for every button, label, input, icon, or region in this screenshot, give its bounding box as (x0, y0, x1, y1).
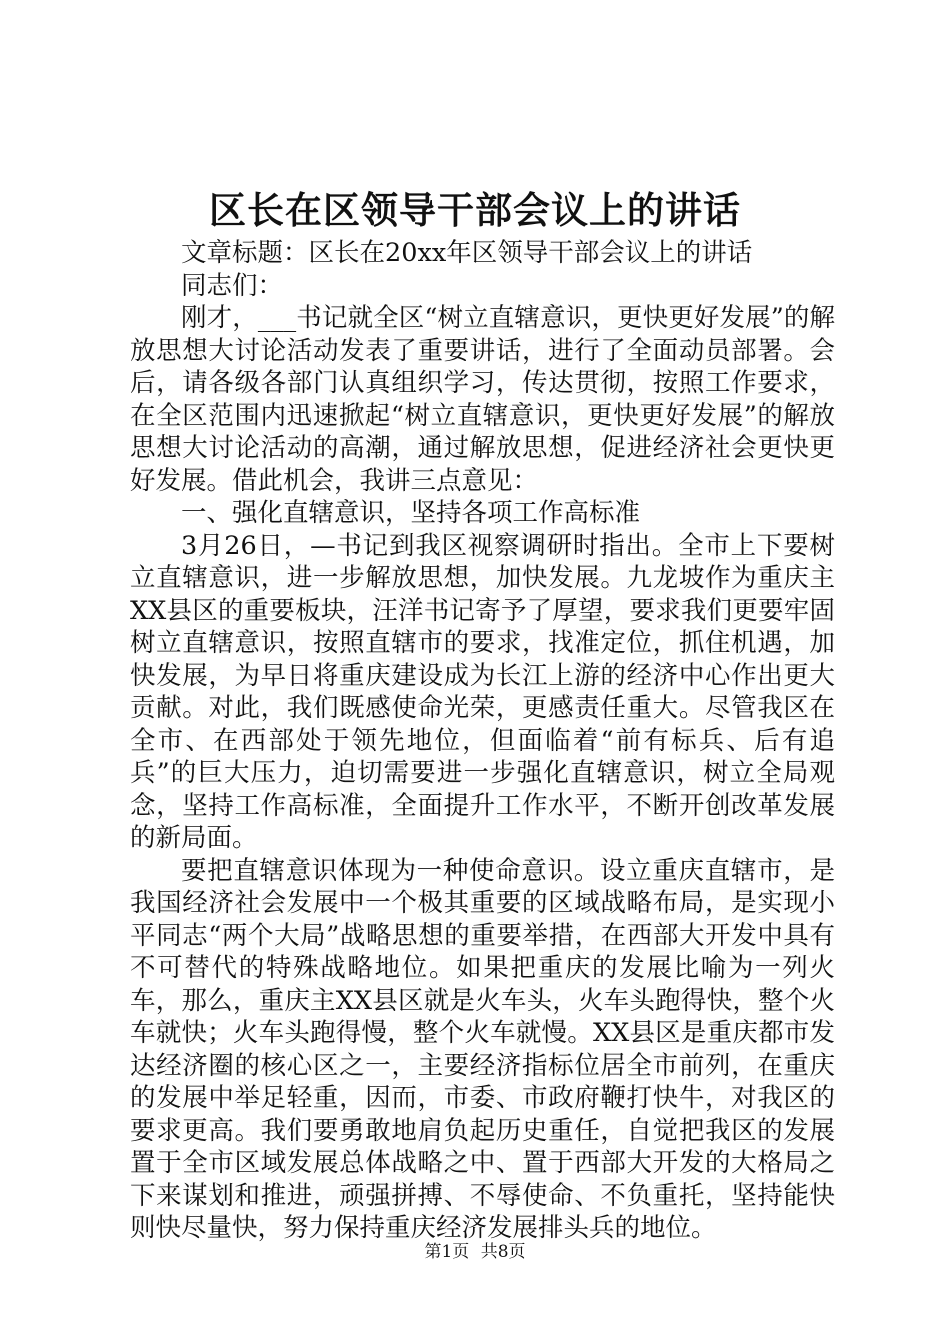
document-body (130, 237, 835, 1245)
page-number: 第1页 (424, 1242, 470, 1262)
paragraph-2: 要把直辖意识体现为一种使命意识。设立重庆直辖市，是我国经济社会发展中一个极其重要的区域战略布局，是实现小平同志“两个大局”战略思想的重要举措，在西部大开发中具有不可替代的特殊战略地位。如果把重庆的发展比喻为一列火车，那么，重庆主XX县区就是火车头，火车头跑得快，整个火车就快；火车头跑得慢，整个火车就慢。XX县区是重庆都市发达经济圈的核心区之一，主要经济指标位居全市前列，在重庆的发展中举足轻重，因而，市委、市政府鞭打快牛，对我区的要求更高。我们要勇敢地肩负起历史重任，自觉把我区的发展置于全市区域发展总体战略之中、置于西部大开发的大格局之下来谋划和推进，顽强拼搏、不辱使命、不负重托，坚持能快则快尽量快，努力保持重庆经济发展排头兵的地位。 (130, 855, 835, 1243)
page-total: 共8页 (480, 1242, 526, 1262)
document-title: 区长在区领导干部会议上的讲话 (209, 188, 741, 232)
paragraph-intro: 刚才，___书记就全区“树立直辖意识，更快更好发展”的解放思想大讨论活动发表了重要讲话，进行了全面动员部署。会后，请各级各部门认真组织学习，传达贯彻，按照工作要求，在全区范围内迅速掀起“树立直辖意识，更快更好发展”的解放思想大讨论活动的高潮，通过解放思想，促进经济社会更快更好发展。借此机会，我讲三点意见： (130, 303, 835, 496)
article-title-line: 文章标题：区长在20xx年区领导干部会议上的讲话 (181, 238, 753, 268)
section-heading-1: 一、强化直辖意识，坚持各项工作高标准 (181, 498, 641, 528)
page-footer (0, 1240, 950, 1264)
paragraph-1: 3月26日，—书记到我区视察调研时指出。全市上下要树立直辖意识，进一步解放思想，加快发展。九龙坡作为重庆主XX县区的重要板块，汪洋书记寄予了厚望，要求我们更要牢固树立直辖意识，按照直辖市的要求，找准定位，抓住机遇，加快发展，为早日将重庆建设成为长江上游的经济中心作出更大贡献。对此，我们既感使命光荣，更感责任重大。尽管我区在全市、在西部处于领先地位，但面临着“前有标兵、后有追兵”的巨大压力，迫切需要进一步强化直辖意识，树立全局观念，坚持工作高标准，全面提升工作水平，不断开创改革发展的新局面。 (130, 530, 835, 853)
salutation: 同志们： (181, 270, 284, 301)
